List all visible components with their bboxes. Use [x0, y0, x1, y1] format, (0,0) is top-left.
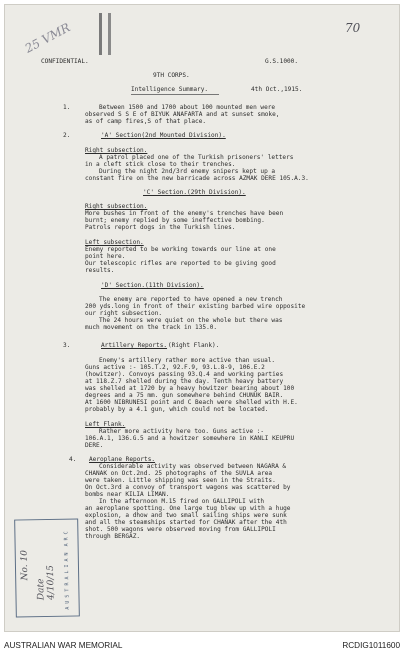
text-line: DERE. — [85, 442, 104, 449]
right-subsection-heading-2: Right subsection. — [85, 203, 148, 210]
para-1-number: 1. — [63, 104, 71, 111]
stamp-number: No. 10 — [19, 549, 31, 581]
text-line: 106.A.1, 136.G.5 and a howitzer somewhere in KANLI KEUPRU — [85, 435, 295, 442]
artillery-heading-suffix: (Right Flank). — [168, 342, 220, 349]
text-line: an aeroplane spotting. One large tug blew up with a huge — [85, 505, 291, 512]
text-line: results. — [85, 267, 115, 274]
artillery-heading: Artillery Reports. — [101, 342, 168, 349]
archive-footer — [0, 636, 406, 653]
corps-heading: 9TH CORPS. — [153, 72, 190, 79]
text-line: probably by a 4.1 gun, which could not be located. — [85, 406, 269, 413]
text-line: shot. 500 wagons were observed moving from GALLIPOLI — [85, 526, 276, 533]
classification: CONFIDENTIAL. — [41, 58, 89, 65]
para-2-number: 2. — [63, 132, 71, 139]
para-1-line: observed S S E of BIYUK ANAFARTA and at sunset smoke, — [85, 111, 280, 118]
c-section-heading: 'C' Section.(29th Division). — [143, 189, 246, 196]
text-line: our right subsection. — [85, 310, 163, 317]
stamp-side-text: A U S T R A L I A N A R C — [63, 531, 71, 610]
text-line: Guns active :- 105.T.2, 92.F.9, 93.L.8-9, 106.E.2 — [85, 364, 265, 371]
para-3-number: 3. — [63, 342, 71, 349]
text-line: Our telescopic rifles are reported to be giving good — [85, 260, 276, 267]
reference-number: G.S.1000. — [265, 58, 299, 65]
text-line: Rather more activity here too. Guns active :- — [99, 428, 265, 435]
text-line: much movement on the track in 135.0. — [85, 324, 218, 331]
text-line: A patrol placed one of the Turkish prisoners' letters — [99, 154, 294, 161]
pencil-annotation: 25 VMR — [22, 20, 73, 56]
text-line: The 24 hours were quiet on the whole but there was — [99, 317, 283, 324]
left-subsection-heading: Left subsection. — [85, 239, 144, 246]
text-line: Patrols report dogs in the Turkish lines. — [85, 224, 236, 231]
a-section-heading: 'A' Section(2nd Mounted Division). — [101, 132, 226, 139]
d-section-heading: 'D' Section.(11th Division). — [101, 282, 204, 289]
text-line: Enemy's artillery rather more active than usual. — [99, 357, 276, 364]
footer-institution: AUSTRALIAN WAR MEMORIAL — [4, 641, 123, 650]
text-line: Enemy reported to be working towards our line at one — [85, 246, 276, 253]
text-line: burnt; enemy replied by some ineffective bombing. — [85, 217, 265, 224]
text-line: During the night 2nd/3rd enemy snipers kept up a — [99, 168, 276, 175]
text-line: in a cleft stick close to their trenches. — [85, 161, 236, 168]
summary-title: Intelligence Summary. — [131, 86, 209, 93]
text-line: (howitzer). Convoys passing 93.Q.4 and working parties — [85, 371, 284, 378]
text-line: At 1600 NIBRUNESI point and C Beach were shelled with H.E. — [85, 399, 298, 406]
text-line: was shelled at 1720 by a heavy howitzer bearing about 100 — [85, 385, 295, 392]
text-line: bombs near KILIA LIMAN. — [85, 491, 170, 498]
page-number: 70 — [345, 21, 361, 35]
text-line: were taken. Little shipping was seen in the Straits. — [85, 477, 276, 484]
text-line: point here. — [85, 253, 126, 260]
text-line: 200 yds.long in front of their existing barbed wire opposite — [85, 303, 306, 310]
text-line: and all the steamships started for CHANAK after the 4th — [85, 519, 287, 526]
footer-catalogue-id: RCDIG1011600 — [342, 641, 400, 650]
binder-clip-mark — [99, 13, 111, 55]
registry-stamp — [14, 518, 80, 617]
text-line: More bushes in front of the enemy's trenches have been — [85, 210, 284, 217]
text-line: at 118.Z.7 shelled during the day. Tenth heavy battery — [85, 378, 284, 385]
text-line: degrees and a 75 mm. gun somewhere behind CHUNUK BAIR. — [85, 392, 284, 399]
right-subsection-heading: Right subsection. — [85, 147, 148, 154]
para-1-line: Between 1500 and 1700 about 100 mounted men were — [99, 104, 276, 111]
text-line: Considerable activity was observed between NAGARA & — [99, 463, 287, 470]
text-line: constant fire on the new barricade across AZMAK DERE 105.A.3. — [85, 175, 309, 182]
text-line: explosion, a dhow and two small sailing ships were sunk — [85, 512, 287, 519]
text-line: The enemy are reported to have opened a new trench — [99, 296, 283, 303]
document-page — [4, 4, 400, 632]
para-1-line: as of camp fires,S of that place. — [85, 118, 207, 125]
text-line: On Oct.3rd a convoy of transport wagons was scattered by — [85, 484, 291, 491]
summary-date: 4th Oct.,1915. — [251, 86, 303, 93]
para-4-number: 4. — [69, 456, 77, 463]
stamp-date: Date 4/10/15 — [36, 565, 57, 601]
title-rule — [131, 94, 219, 95]
text-line: CHANAK on Oct.2nd. 25 photographs of the SUVLA area — [85, 470, 273, 477]
text-line: In the afternoon M.15 fired on GALLIPOLI with — [99, 498, 265, 505]
text-line: through BERGAZ. — [85, 533, 141, 540]
left-flank-heading: Left Flank. — [85, 421, 126, 428]
aeroplane-heading: Aeroplane Reports. — [89, 456, 156, 463]
